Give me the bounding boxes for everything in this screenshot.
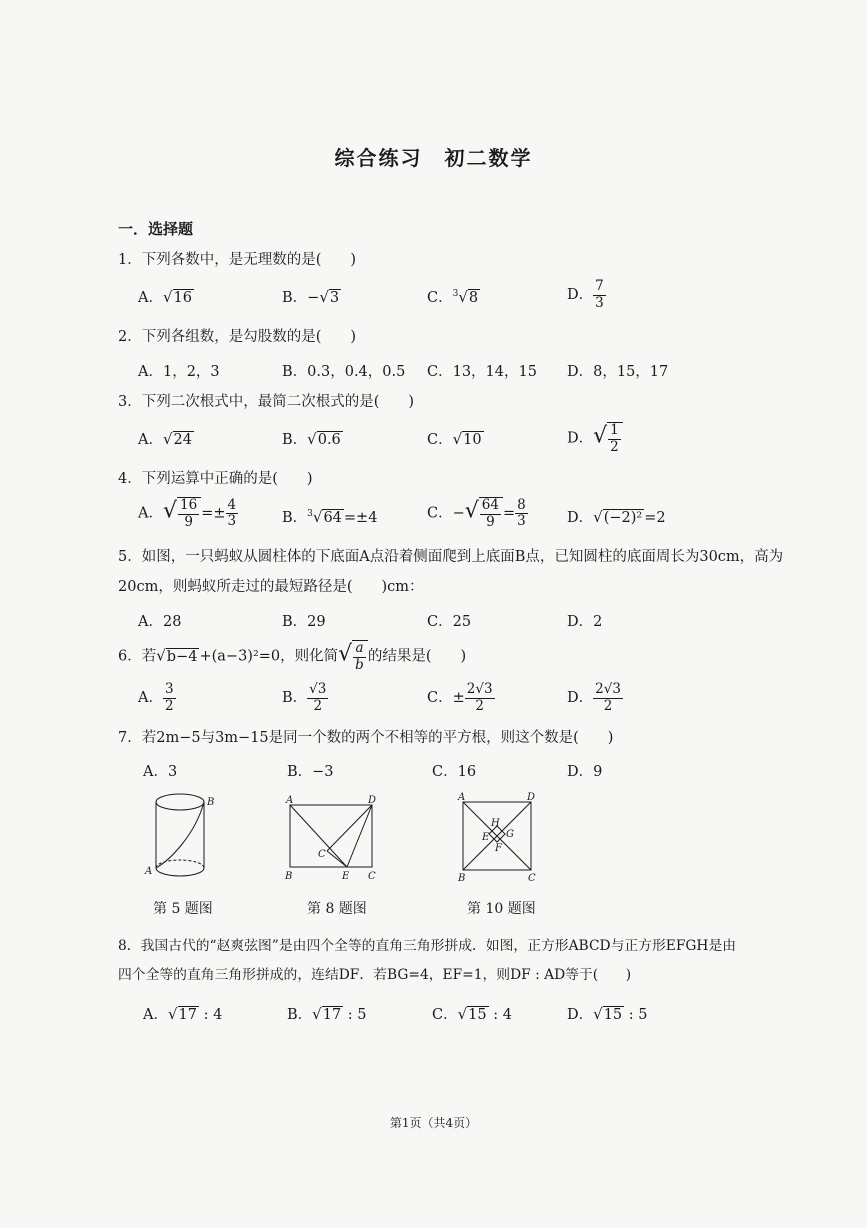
fig10-label-g: G (506, 829, 514, 840)
page-title: 综合练习 初二数学 (334, 146, 533, 170)
q7-stem: 7．若2m−5与3m−15是同一个数的两个不相等的平方根，则这个数是( ) (118, 730, 614, 746)
q5-stem-line2: 20cm，则蚂蚁所走过的最短路径是( )cm： (118, 579, 424, 595)
fig5-label-b: B (207, 797, 215, 808)
q8-option-c: C．√15 : 4 (432, 1005, 512, 1023)
q1-option-c: C．$^3$√8 (427, 288, 479, 306)
q5-option-b: B．29 (282, 614, 326, 630)
fig10-label-f: F (495, 843, 502, 854)
q5-stem-line1: 5．如图，一只蚂蚁从圆柱体的下底面A点沿着侧面爬到上底面B点，已知圆柱的底面周长为30cm，高为 (118, 549, 784, 565)
q1-option-d: D． $\frac{7}{3}$ (567, 278, 604, 311)
q8-option-d: D．√15 : 5 (567, 1005, 648, 1023)
page-footer: 第1页（共4页） (389, 1116, 478, 1130)
q4-stem: 4．下列运算中正确的是( ) (118, 471, 313, 487)
q4-option-a: A．√ $\frac{16}{9}$ =± $\frac{4}{3}$ (138, 496, 237, 530)
q3-option-a: A．√24 (138, 430, 192, 448)
q7-option-b: B．−3 (287, 764, 334, 780)
q8-stem-line2: 四个全等的直角三角形拼成的，连结DF．若BG=4，EF=1，则DF : AD等于( ) (118, 967, 632, 983)
fig8-label-cprime: C (318, 849, 326, 860)
q6-option-b: B． $\frac{√3}{2}$ (282, 681, 327, 714)
fig10-label-a: A (458, 792, 466, 803)
fig8-label-b: B (285, 871, 293, 882)
q3-option-c: C．√10 (427, 430, 482, 448)
fig5-caption: 第 5 题图 (153, 901, 213, 917)
section-heading: 一．选择题 (118, 220, 194, 238)
q2-stem: 2．下列各组数，是勾股数的是( ) (118, 329, 357, 345)
fig8-label-a: A (286, 795, 294, 806)
fig8-label-c: C (368, 871, 376, 882)
q5-option-d: D．2 (567, 614, 603, 630)
q6-stem: 6．若√b−4 +(a−3)²=0，则化简√ $\frac{a}{b}$ 的结果是( ) (118, 640, 467, 673)
q6-option-d: D． $\frac{2√3}{2}$ (567, 681, 621, 714)
q4-option-d: D．√(−2)² =2 (567, 508, 666, 526)
fig8-caption: 第 8 题图 (307, 901, 367, 917)
q2-option-b: B．0.3，0.4，0.5 (282, 364, 406, 380)
q2-option-a: A．1，2，3 (138, 364, 220, 380)
q8-option-b: B．√17 : 5 (287, 1005, 367, 1023)
q7-option-c: C．16 (432, 764, 477, 780)
q1-option-b: B．−√3 (282, 288, 340, 306)
q3-option-d: D．√ $\frac{1}{2}$ (567, 422, 623, 455)
q8-option-a: A．√17 : 4 (143, 1005, 223, 1023)
q3-stem: 3．下列二次根式中，最简二次根式的是( ) (118, 394, 415, 410)
q3-option-b: B．√0.6 (282, 430, 341, 448)
q5-option-a: A．28 (138, 614, 182, 630)
q4-option-c: C．−√ $\frac{64}{9}$ = $\frac{8}{3}$ (427, 496, 526, 530)
fig10-label-e: E (482, 832, 490, 843)
fig10-caption: 第 10 题图 (467, 901, 536, 917)
fig5-cylinder-diagram (140, 790, 220, 886)
q1-option-a: A．√16 (138, 288, 192, 306)
fig10-label-d: D (527, 792, 536, 803)
fig8-label-d: D (368, 795, 377, 806)
fig10-square-diagram (455, 790, 540, 885)
fig10-label-c: C (528, 873, 536, 884)
q6-option-a: A． $\frac{3}{2}$ (138, 681, 174, 714)
q7-option-d: D．9 (567, 764, 603, 780)
fig8-rectangle-diagram (282, 795, 382, 885)
q8-stem-line1: 8．我国古代的“赵爽弦图”是由四个全等的直角三角形拼成．如图，正方形ABCD与正方形EFGH是由 (118, 938, 737, 954)
q6-option-c: C．± $\frac{2√3}{2}$ (427, 681, 493, 714)
q2-option-d: D．8，15，17 (567, 364, 669, 380)
q1-stem: 1．下列各数中，是无理数的是( ) (118, 252, 357, 268)
fig10-label-h: H (491, 818, 500, 829)
fig5-label-a: A (145, 866, 153, 877)
q5-option-c: C．25 (427, 614, 472, 630)
fig8-label-e: E (342, 871, 350, 882)
q4-option-b: B．$^3$√64 =±4 (282, 508, 378, 526)
q7-option-a: A．3 (143, 764, 178, 780)
fig10-label-b: B (458, 873, 466, 884)
q2-option-c: C．13，14，15 (427, 364, 537, 380)
